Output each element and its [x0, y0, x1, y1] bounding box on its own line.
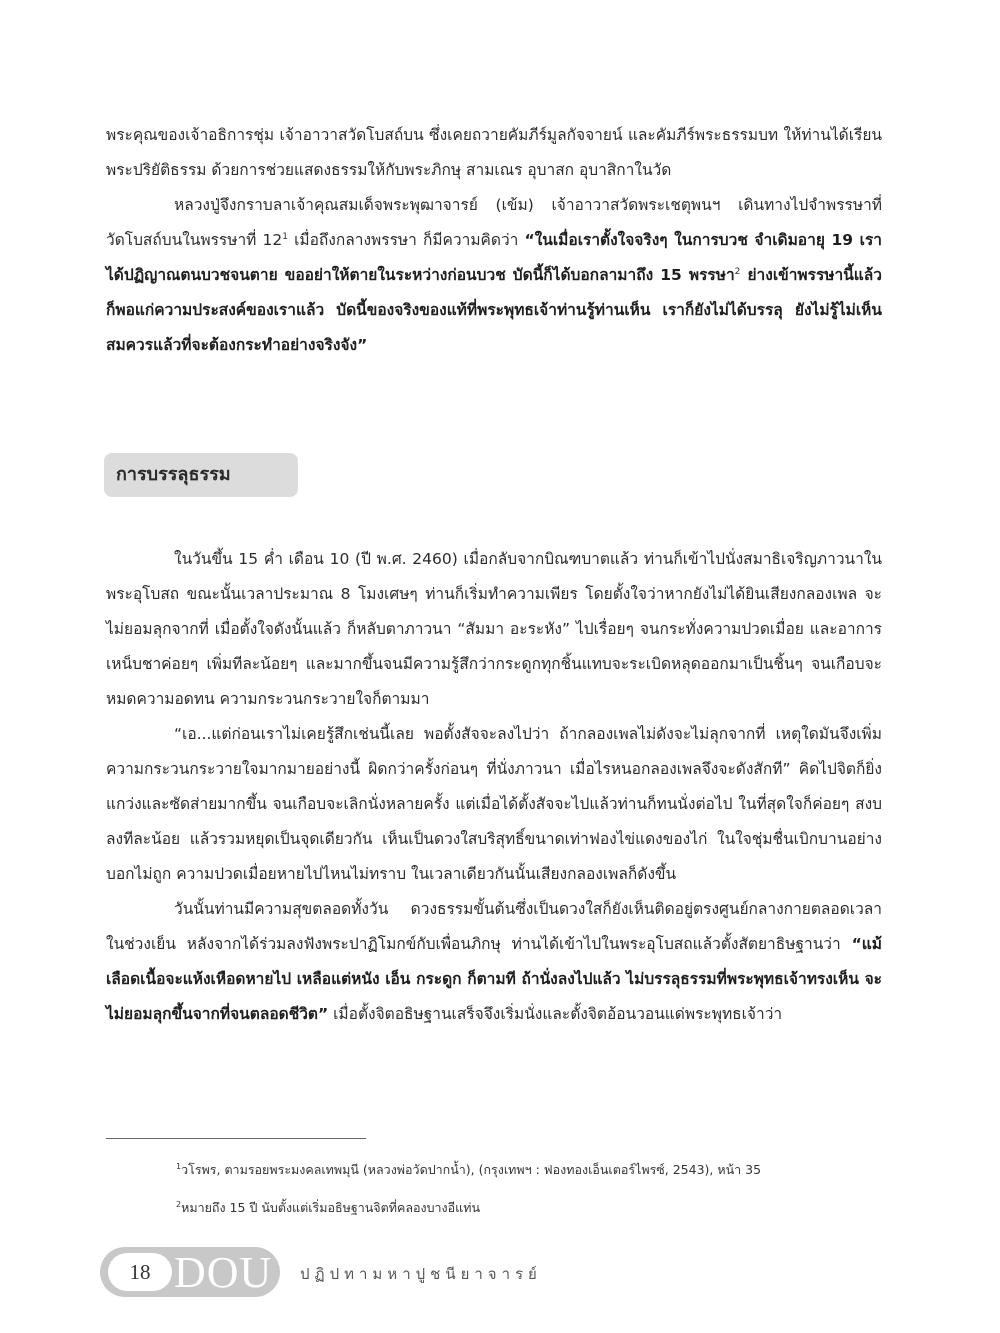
section-paragraph-2: “เอ...แต่ก่อนเราไม่เคยรู้สึกเช่นนี้เลย พอตั้งสัจจะลงไปว่า ถ้ากลองเพลไม่ดังจะไม่ลุกจากที่ เหตุใดมันจึงเพิ่มความกระวนกระวายใจมากมายอย่างนี้ ผิดกว่าครั้งก่อนๆ ที่นั่งภาวนา เมื่อไรหนอกลองเพลจึงจะดังสักที” คิดไปจิตก็ยิ่งแกว่งและซัดส่ายมากขึ้น จนเกือบจะเลิกนั่งหลายครั้ง แต่เมื่อได้ตั้งสัจจะไปแล้วท่านก็ทนนั่งต่อไป ในที่สุดใจก็ค่อยๆ สงบลงทีละน้อย แล้วรวมหยุดเป็นจุดเดียวกัน เห็นเป็นดวงใสบริสุทธิ์ขนาดเท่าฟองไข่แดงของไก่ ในใจชุ่มชื่นเบิกบานอย่างบอกไม่ถูก ความปวดเมื่อยหายไปไหนไม่ทราบ ในเวลาเดียวกันนั้นเสียงกลองเพลก็ดังขึ้น — [106, 725, 882, 883]
dou-logo: DOU — [174, 1248, 273, 1297]
intro-text — [106, 118, 882, 363]
intro-paragraph-2-text-cont: เมื่อถึงกลางพรรษา ก็มีความคิดว่า — [287, 231, 525, 249]
section-text — [106, 542, 882, 1032]
intro-paragraph-1: พระคุณของเจ้าอธิการชุ่ม เจ้าอาวาสวัดโบสถ์บน ซึ่งเคยถวายคัมภีร์มูลกัจจายน์ และคัมภีร์พระธรรมบท ให้ท่านได้เรียนพระปริยัติธรรม ด้วยการช่วยแสดงธรรมให้กับพระภิกษุ สามเณร อุบาสก อุบาสิกาในวัด — [106, 126, 882, 179]
section-heading: การบรรลุธรรม — [104, 453, 298, 497]
intro-quote-bold: “ในเมื่อเราตั้งใจจริงๆ ในการบวช จำเดิมอายุ 19 เราได้ปฏิญาณตนบวชจนตาย ขออย่าให้ตายในระหว่างก่อนบวช บัดนี้ก็ได้บอกลามาถึง 15 พรรษา — [106, 231, 882, 284]
footnote-ref-2: 2 — [734, 266, 741, 277]
intro-paragraph-2 — [106, 188, 882, 363]
running-title: ปฏิปทามหาปูชนียาจารย์ — [300, 1265, 542, 1283]
footnote-text: หมายถึง 15 ปี นับตั้งแต่เริ่มอธิษฐานจิตที่คลองบางอีแท่น — [181, 1200, 481, 1215]
intro-paragraph-2-text: หลวงปู่จึงกราบลาเจ้าคุณสมเด็จพระพุฒาจารย์ (เข้ม) เจ้าอาวาสวัดพระเชตุพนฯ เดินทางไปจำพรรษาที่วัดโบสถ์บนในพรรษาที่ 12 — [106, 196, 882, 249]
page-footer-badge — [100, 1247, 280, 1297]
intro-quote-bold-cont: ย่างเข้าพรรษานี้แล้ว ก็พอแก่ความประสงค์ของเราแล้ว บัดนี้ของจริงของแท้ที่พระพุทธเจ้าท่านรู้ท่านเห็น เราก็ยังไม่ได้บรรลุ ยังไม่รู้ไม่เห็น สมควรแล้วที่จะต้องกระทำอย่างจริงจัง” — [106, 266, 882, 354]
vow-quote-bold: “แม้เลือดเนื้อจะแห้งเหือดหายไป เหลือแต่หนัง เอ็น กระดูก ก็ตามที ถ้านั่งลงไปแล้ว ไม่บรรลุธรรมที่พระพุทธเจ้าทรงเห็น จะไม่ยอมลุกขึ้นจากที่จนตลอดชีวิต” — [106, 935, 882, 1023]
footnote-text: วโรพร, ตามรอยพระมงคลเทพมุนี (หลวงพ่อวัดปากน้ำ), (กรุงเทพฯ : ฟองทองเอ็นเตอร์ไพรซ์, 2543), หน้า 35 — [181, 1162, 762, 1177]
page-number: 18 — [108, 1253, 172, 1291]
footnote-number: 2 — [176, 1199, 182, 1209]
section-paragraph-3-text: วันนั้นท่านมีความสุขตลอดทั้งวัน ดวงธรรมขั้นต้นซึ่งเป็นดวงใสก็ยังเห็นติดอยู่ตรงศูนย์กลางกายตลอดเวลา ในช่วงเย็น หลังจากได้ร่วมลงฟังพระปาฏิโมกข์กับเพื่อนภิกษุ ท่านได้เข้าไปในพระอุโบสถแล้วตั้งสัตยาธิษฐานว่า — [106, 900, 882, 953]
footnote-1 — [176, 1160, 876, 1180]
section-paragraph-3-text-cont: เมื่อตั้งจิตอธิษฐานเสร็จจึงเริ่มนั่งและตั้งจิตอ้อนวอนแด่พระพุทธเจ้าว่า — [328, 1005, 783, 1023]
footnote-divider — [106, 1138, 366, 1139]
footnote-ref-1: 1 — [282, 231, 288, 242]
footnote-number: 1 — [176, 1161, 182, 1171]
section-paragraph-3 — [106, 892, 882, 1032]
footnote-2 — [176, 1198, 876, 1218]
section-paragraph-1: ในวันขึ้น 15 ค่ำ เดือน 10 (ปี พ.ศ. 2460) เมื่อกลับจากบิณฑบาตแล้ว ท่านก็เข้าไปนั่งสมาธิเจริญภาวนาในพระอุโบสถ ขณะนั้นเวลาประมาณ 8 โมงเศษๆ ท่านก็เริ่มทำความเพียร โดยตั้งใจว่าหากยังไม่ได้ยินเสียงกลองเพล จะไม่ยอมลุกจากที่ เมื่อตั้งใจดังนั้นแล้ว ก็หลับตาภาวนา “สัมมา อะระหัง” ไปเรื่อยๆ จนกระทั่งความปวดเมื่อย และอาการเหน็บชาค่อยๆ เพิ่มทีละน้อยๆ และมากขึ้นจนมีความรู้สึกว่ากระดูกทุกชิ้นแทบจะระเบิดหลุดออกมาเป็นชิ้นๆ จนเกือบจะหมดความอดทน ความกระวนกระวายใจก็ตามมา — [106, 550, 882, 708]
